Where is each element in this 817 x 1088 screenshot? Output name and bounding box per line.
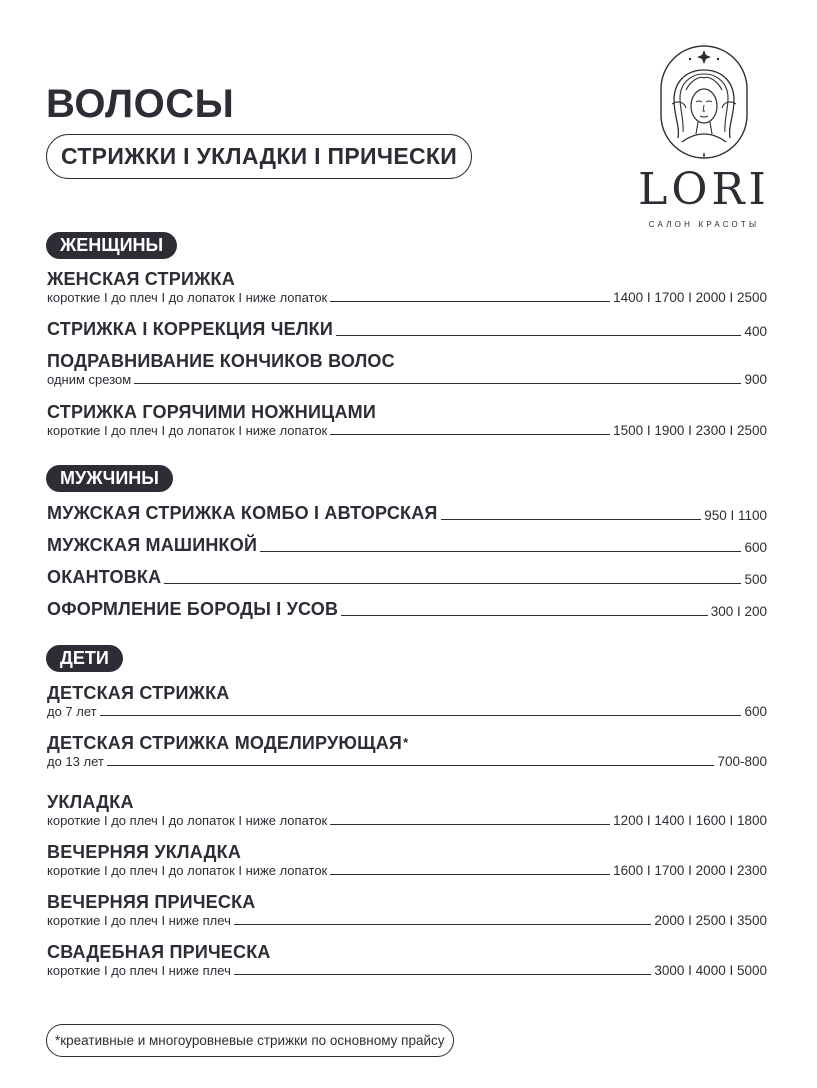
item-title: ВЕЧЕРНЯЯ УКЛАДКА (47, 842, 242, 862)
menu-item-kids-cut (47, 682, 767, 720)
leader-line (134, 383, 741, 384)
item-title: МУЖСКАЯ МАШИНКОЙ (47, 535, 258, 555)
item-price: 500 (744, 572, 767, 587)
leader-line (330, 824, 610, 825)
subtitle-pill: СТРИЖКИ I УКЛАДКИ I ПРИЧЕСКИ (46, 134, 472, 179)
item-desc: до 13 лет (47, 754, 104, 769)
footnote: *креативные и многоуровневые стрижки по основному прайсу (46, 1024, 454, 1057)
item-price: 700-800 (717, 754, 767, 769)
leader-line (330, 301, 610, 302)
item-desc: короткие I до плеч I ниже плеч (47, 963, 231, 978)
item-title: ВЕЧЕРНЯЯ ПРИЧЕСКА (47, 892, 256, 912)
menu-item-women-cut (47, 268, 767, 306)
leader-line (164, 583, 741, 584)
item-price: 1500 I 1900 I 2300 I 2500 (613, 423, 767, 438)
section-kids: ДЕТИ (46, 645, 123, 672)
item-price: 1400 I 1700 I 2000 I 2500 (613, 290, 767, 305)
item-title: МУЖСКАЯ СТРИЖКА КОМБО I АВТОРСКАЯ (47, 503, 438, 523)
item-title: ОФОРМЛЕНИЕ БОРОДЫ I УСОВ (47, 599, 339, 619)
item-title: УКЛАДКА (47, 792, 134, 812)
leader-line (100, 715, 742, 716)
item-price: 1200 I 1400 I 1600 I 1800 (613, 813, 767, 828)
item-desc: одним срезом (47, 372, 132, 387)
menu-item-styling (47, 791, 767, 829)
item-title: СВАДЕБНАЯ ПРИЧЕСКА (47, 942, 271, 962)
menu-item-kids-model (47, 732, 767, 770)
leader-line (441, 519, 702, 520)
item-desc: короткие I до плеч I ниже плеч (47, 913, 231, 928)
footnote-mark: * (403, 735, 409, 750)
item-desc: короткие I до плеч I до лопаток I ниже лопаток (47, 423, 328, 438)
menu-item-beard (47, 598, 767, 620)
item-desc: до 7 лет (47, 704, 97, 719)
menu-item-evening-styling (47, 841, 767, 879)
leader-line (260, 551, 741, 552)
menu-item-hot-scissors (47, 401, 767, 439)
menu-item-edging (47, 566, 767, 588)
item-price: 400 (744, 324, 767, 339)
item-price: 900 (744, 372, 767, 387)
menu-item-wedding-updo (47, 941, 767, 979)
item-price: 300 I 200 (710, 604, 767, 619)
item-title: СТРИЖКА I КОРРЕКЦИЯ ЧЕЛКИ (47, 319, 333, 339)
logo-name: LORI (638, 164, 770, 215)
item-desc: короткие I до плеч I до лопаток I ниже лопаток (47, 863, 328, 878)
page-title: ВОЛОСЫ (46, 82, 235, 126)
menu-item-men-clipper (47, 534, 767, 556)
salon-logo (634, 42, 774, 229)
item-price: 1600 I 1700 I 2000 I 2300 (613, 863, 767, 878)
item-title: ДЕТСКАЯ СТРИЖКА (47, 683, 230, 703)
menu-item-trim (47, 350, 767, 388)
item-desc: короткие I до плеч I до лопаток I ниже лопаток (47, 813, 328, 828)
menu-item-evening-updo (47, 891, 767, 929)
item-title: ЖЕНСКАЯ СТРИЖКА (47, 269, 235, 289)
item-price: 3000 I 4000 I 5000 (654, 963, 767, 978)
item-title: ПОДРАВНИВАНИЕ КОНЧИКОВ ВОЛОС (47, 351, 395, 371)
item-price: 600 (744, 704, 767, 719)
item-title: ДЕТСКАЯ СТРИЖКА МОДЕЛИРУЮЩАЯ (47, 733, 403, 753)
leader-line (234, 974, 652, 975)
menu-item-bangs (47, 318, 767, 340)
item-title: ОКАНТОВКА (47, 567, 162, 587)
leader-line (234, 924, 652, 925)
leader-line (336, 335, 742, 336)
item-title: СТРИЖКА ГОРЯЧИМИ НОЖНИЦАМИ (47, 402, 376, 422)
leader-line (341, 615, 708, 616)
item-title-wrap (47, 732, 767, 754)
leader-line (330, 874, 610, 875)
item-price: 2000 I 2500 I 3500 (654, 913, 767, 928)
section-women: ЖЕНЩИНЫ (46, 232, 177, 259)
woman-portrait-emblem-icon (658, 42, 750, 164)
menu-item-men-combo (47, 502, 767, 524)
item-price: 600 (744, 540, 767, 555)
leader-line (107, 765, 715, 766)
item-price: 950 I 1100 (704, 508, 767, 523)
logo-tagline: САЛОН КРАСОТЫ (648, 220, 760, 229)
leader-line (330, 434, 610, 435)
section-men: МУЖЧИНЫ (46, 465, 173, 492)
item-desc: короткие I до плеч I до лопаток I ниже лопаток (47, 290, 328, 305)
